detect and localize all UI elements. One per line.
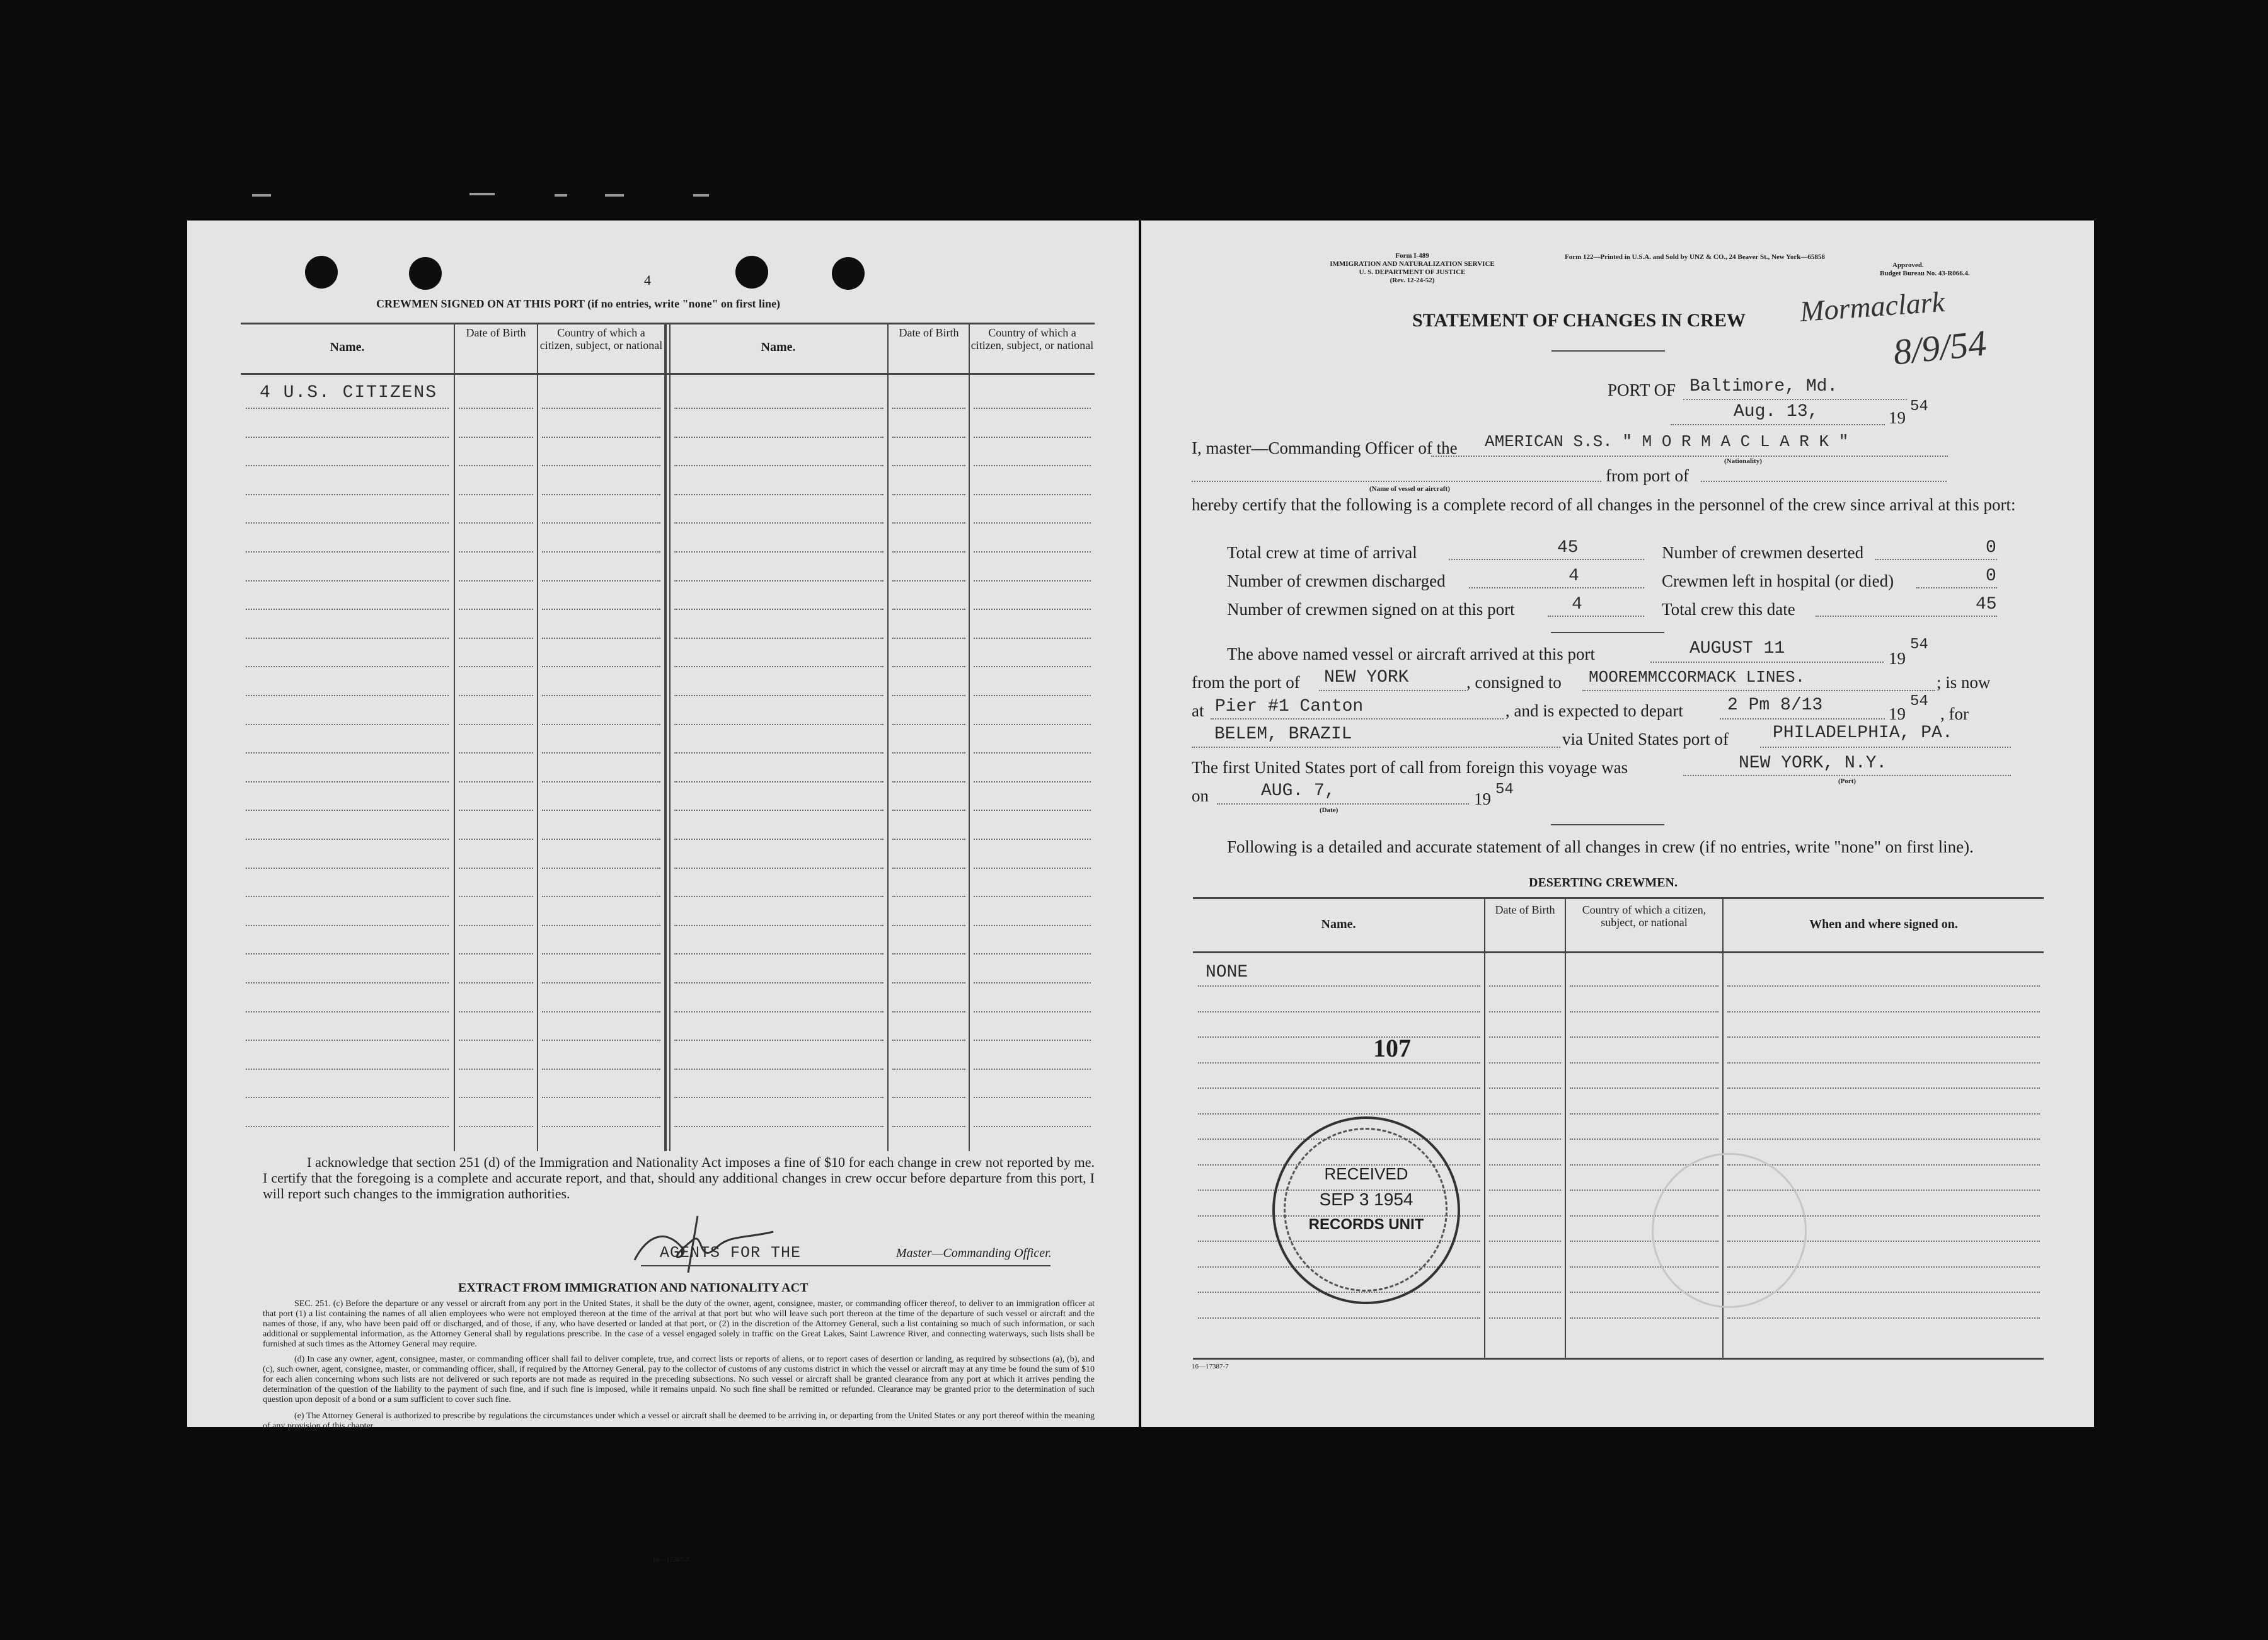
- table-rule-line: [892, 896, 965, 897]
- table-rule-line: [1489, 1241, 1561, 1242]
- table-rule-line: [542, 408, 660, 409]
- table-rule-line: [974, 896, 1091, 897]
- table-rule-line: [246, 408, 449, 409]
- scan-artifact: [555, 194, 567, 197]
- table-rule-line: [246, 781, 449, 783]
- table-rule-line: [246, 982, 449, 983]
- vessel-name-label: (Name of vessel or aircraft): [1369, 485, 1450, 493]
- table-rule-line: [892, 465, 965, 466]
- table-rule-line: [892, 839, 965, 840]
- table-rule-line: [974, 437, 1091, 438]
- arrived-label: The above named vessel or aircraft arrived at this port: [1227, 645, 1596, 663]
- left-page: [187, 221, 1139, 1564]
- column-header-country-2: Country of which a citizen, subject, or national: [970, 326, 1094, 352]
- table-rule-line: [1489, 1266, 1561, 1268]
- agency-name: IMMIGRATION AND NATURALIZATION SERVICE: [1330, 260, 1495, 268]
- table-rule-line: [974, 781, 1091, 783]
- department-name: U. S. DEPARTMENT OF JUSTICE: [1359, 268, 1466, 276]
- table-rule-line: [459, 724, 533, 725]
- table-rule-line: [1570, 985, 1718, 987]
- table-rule-line: [542, 953, 660, 955]
- table-rule-line: [974, 695, 1091, 696]
- table-rule-line: [459, 1069, 533, 1070]
- table-rule-line: [974, 1126, 1091, 1127]
- table-rule-line: [674, 1126, 884, 1127]
- table-rule-line: [674, 1097, 884, 1098]
- table-rule-line: [674, 638, 884, 639]
- table-rule-line: [246, 1097, 449, 1098]
- table-rule-line: [674, 609, 884, 610]
- table-rule-line: [459, 666, 533, 667]
- table-rule-line: [674, 1011, 884, 1012]
- via-value: PHILADELPHIA, PA.: [1773, 723, 1953, 743]
- table-rule-line: [974, 868, 1091, 869]
- table-rule-line: [542, 666, 660, 667]
- binding-hole: [409, 257, 442, 290]
- first-port-label: The first United States port of call from foreign this voyage was: [1192, 758, 1628, 777]
- table-rule-line: [1198, 985, 1480, 987]
- table-rule-line: [459, 1097, 533, 1098]
- table-rule-line: [974, 982, 1091, 983]
- table-rule-line: [542, 609, 660, 610]
- table-rule-line: [974, 1069, 1091, 1070]
- table-rule-line: [1570, 1317, 1718, 1319]
- table-rule-line: [459, 494, 533, 495]
- binding-hole: [735, 256, 768, 289]
- at-value: Pier #1 Canton: [1215, 697, 1364, 716]
- table-rule-line: [459, 839, 533, 840]
- table-rule-line: [542, 1069, 660, 1070]
- table-rule-line: [1489, 1317, 1561, 1319]
- table-rule-line: [459, 953, 533, 955]
- column-header-date-of-birth-2: Date of Birth: [899, 326, 959, 339]
- table-rule-line: [246, 522, 449, 524]
- extract-title: EXTRACT FROM IMMIGRATION AND NATIONALITY ACT: [458, 1281, 809, 1295]
- table-rule-line: [542, 437, 660, 438]
- signature-typed: AGENTS FOR THE: [660, 1244, 802, 1262]
- scan-artifact: [693, 194, 709, 197]
- table-rule-line: [542, 580, 660, 582]
- table-rule-line: [974, 522, 1091, 524]
- table-rule-line: [674, 465, 884, 466]
- binding-hole: [832, 257, 865, 290]
- table-rule-line: [674, 896, 884, 897]
- table-rule-line: [459, 781, 533, 783]
- table-rule-line: [542, 752, 660, 754]
- table-rule-line: [542, 1126, 660, 1127]
- date-value: Aug. 13,: [1734, 402, 1819, 421]
- column-header-country: Country of which a citizen, subject, or national: [1582, 903, 1707, 929]
- table-rule-line: [674, 494, 884, 495]
- column-header-date-of-birth: Date of Birth: [1495, 903, 1555, 916]
- is-now-label: ; is now: [1937, 673, 1991, 692]
- table-rule-line: [1727, 1164, 2040, 1166]
- table-rule-line: [892, 580, 965, 582]
- column-header-date-of-birth: Date of Birth: [466, 326, 526, 339]
- table-rule-line: [974, 551, 1091, 553]
- table-rule-line: [1198, 1087, 1480, 1089]
- table-rule-line: [674, 781, 884, 783]
- column-header-name: Name.: [330, 340, 365, 354]
- first-port-value: NEW YORK, N.Y.: [1739, 754, 1887, 773]
- table-rule-line: [1489, 1036, 1561, 1038]
- table-rule-line: [246, 752, 449, 754]
- arrived-year-prefix: 19: [1889, 649, 1906, 668]
- on-year-prefix: 19: [1474, 789, 1491, 808]
- table-rule-line: [974, 1011, 1091, 1012]
- table-rule-line: [674, 666, 884, 667]
- table-rule-line: [974, 752, 1091, 754]
- total-date-value: 45: [1976, 595, 1997, 614]
- table-rule-line: [674, 1069, 884, 1070]
- table-rule-line: [974, 925, 1091, 926]
- deserted-value: 0: [1986, 538, 1996, 558]
- table-rule-line: [246, 437, 449, 438]
- handwritten-date: 8/9/54: [1891, 322, 1989, 373]
- table-rule-line: [1570, 1062, 1718, 1064]
- table-rule-line: [892, 522, 965, 524]
- from-the-port-label: from the port of: [1192, 673, 1300, 692]
- table-rule-line: [1198, 1011, 1480, 1012]
- table-rule-line: [459, 437, 533, 438]
- table-rule-line: [246, 695, 449, 696]
- following-text: Following is a detailed and accurate statement of all changes in crew (if no entries, write "none" on first line).: [1227, 837, 1974, 856]
- table-rule-line: [892, 1069, 965, 1070]
- column-header-name-2: Name.: [761, 340, 796, 354]
- scan-artifact: [469, 193, 495, 195]
- on-year: 54: [1495, 781, 1514, 798]
- table-rule-line: [892, 925, 965, 926]
- table-rule-line: [892, 810, 965, 811]
- form-revision: (Rev. 12-24-52): [1390, 277, 1435, 284]
- table-rule-line: [246, 580, 449, 582]
- table-rule-line: [542, 465, 660, 466]
- table-rule-line: [1570, 1113, 1718, 1115]
- arrived-value: AUGUST 11: [1689, 639, 1785, 658]
- discharged-label: Number of crewmen discharged: [1227, 571, 1446, 590]
- table-rule-line: [892, 752, 965, 754]
- table-rule-line: [459, 1040, 533, 1041]
- table-rule-line: [674, 953, 884, 955]
- table-rule-line: [459, 925, 533, 926]
- table-rule-line: [542, 695, 660, 696]
- table-rule-line: [246, 1069, 449, 1070]
- year-value: 54: [1910, 398, 1928, 415]
- table-rule-line: [674, 551, 884, 553]
- table-rule-line: [974, 724, 1091, 725]
- depart-label: , and is expected to depart: [1505, 701, 1683, 720]
- table-rule-line: [459, 522, 533, 524]
- table-rule-line: [542, 522, 660, 524]
- table-rule-line: [1727, 1317, 2040, 1319]
- table-rule-line: [459, 1011, 533, 1012]
- table-rule-line: [892, 724, 965, 725]
- depart-value: 2 Pm 8/13: [1727, 696, 1823, 715]
- table-rule-line: [542, 839, 660, 840]
- for-label: , for: [1940, 704, 1969, 723]
- faded-stamp: [1652, 1153, 1807, 1308]
- discharged-value: 4: [1569, 566, 1579, 586]
- table-rule-line: [246, 953, 449, 955]
- table-rule-line: [892, 1011, 965, 1012]
- table-rule-line: [974, 638, 1091, 639]
- table-rule-line: [892, 953, 965, 955]
- table-rule-line: [246, 1040, 449, 1041]
- from-port-label: from port of: [1606, 466, 1689, 485]
- table-rule-line: [459, 695, 533, 696]
- table-rule-line: [892, 781, 965, 783]
- stamp-unit-text: RECORDS UNIT: [1308, 1216, 1424, 1233]
- scan-artifact: [252, 194, 271, 197]
- table-rule-line: [1489, 1062, 1561, 1064]
- crewmen-signed-on-table: [241, 323, 1095, 1151]
- table-rule-line: [542, 638, 660, 639]
- table-row-first-entry: NONE: [1206, 963, 1248, 982]
- table-rule-line: [542, 1040, 660, 1041]
- section-251-d: (d) In case any owner, agent, consignee, master, or commanding officer shall fail to deliver complete, true, and correct lists or reports of aliens, or to report cases of desertion or landing, as required by subsections (a), (b), and (c), such owner, agent, consignee, master, or commanding officer, shall, if required by the Attorney General, pay to the collector of customs of any customs district in which the vessel or aircraft may at any time be found the sum of $10 for each alien concerning whom such lists are not delivered or such reports are not made as required in the preceding subsections. No such vessel or aircraft shall be granted clearance from any port at which it arrives pending the determination of the question of the liability to the payment of such fine, and if such fine is imposed, while it remains unpaid. No such fine shall be remitted or refunded. Clearance may be granted prior to the determination of such question upon deposit of a bond or a sum sufficient to cover such fine.: [263, 1355, 1095, 1404]
- table-rule-line: [459, 551, 533, 553]
- table-rule-line: [459, 580, 533, 582]
- table-rule-line: [892, 408, 965, 409]
- nationality-label: (Nationality): [1724, 457, 1762, 465]
- year-prefix: 19: [1889, 408, 1906, 427]
- date-sub-label: (Date): [1320, 806, 1338, 814]
- stamp-received-text: RECEIVED: [1324, 1164, 1408, 1183]
- table-rule-line: [459, 896, 533, 897]
- table-rule-line: [1198, 1113, 1480, 1115]
- table-rule-line: [674, 580, 884, 582]
- handwritten-vessel-name: Mormaclark: [1799, 285, 1946, 328]
- table-rule-line: [459, 982, 533, 983]
- section-251-c: SEC. 251. (c) Before the departure or any vessel or aircraft from any port in the United States, it shall be the duty of the owner, agent, consignee, master, or commanding officer thereof, to deliver to an immigration officer at that port (1) a list containing the names of all alien employees who were not employed thereon at the time of the arrival at that port but who will leave such port thereon at the time of the departure of such vessel or aircraft and the names of those, if any, who have been paid off or discharged, and of those, if any, who have deserted or landed at that port, or (2) in the discretion of the Attorney General, such a list containing so much of such information, or such additional or supplemental information, as the Attorney General shall by regulations prescribe. In the case of a vessel engaged solely in traffic on the Great Lakes, Saint Lawrence River, and connecting waterways, such lists shall be furnished at such times as the Attorney General may require.: [263, 1299, 1095, 1349]
- master-line-label: I, master—Commanding Officer of the: [1192, 439, 1458, 457]
- table-rule-line: [1198, 1062, 1480, 1064]
- table-rule-line: [892, 494, 965, 495]
- printer-line: Form 122—Printed in U.S.A. and Sold by UNZ & CO., 24 Beaver St., New York—65858: [1565, 253, 1825, 261]
- table-rule-line: [1727, 1062, 2040, 1064]
- table-rule-line: [246, 1126, 449, 1127]
- table-rule-line: [1727, 1113, 2040, 1115]
- hospital-value: 0: [1986, 566, 1996, 586]
- table-rule-line: [1727, 985, 2040, 987]
- master-label: Master—Commanding Officer.: [896, 1246, 1052, 1260]
- depart-year-prefix: 19: [1889, 704, 1906, 723]
- binding-hole: [305, 256, 338, 289]
- table-rule-line: [542, 1011, 660, 1012]
- on-value: AUG. 7,: [1261, 781, 1335, 801]
- table-rule-line: [459, 638, 533, 639]
- table-rule-line: [1727, 1138, 2040, 1140]
- print-code: 16—17387-7: [652, 1556, 689, 1564]
- table-rule-line: [542, 494, 660, 495]
- table-rule-line: [974, 494, 1091, 495]
- table-rule-line: [246, 868, 449, 869]
- table-rule-line: [1489, 1292, 1561, 1293]
- arrived-year: 54: [1910, 636, 1928, 653]
- table-rule-line: [542, 810, 660, 811]
- table-rule-line: [542, 896, 660, 897]
- table-rule-line: [674, 1040, 884, 1041]
- crewmen-signed-on-title: CREWMEN SIGNED ON AT THIS PORT (if no entries, write "none" on first line): [376, 297, 781, 310]
- table-rule-line: [892, 1097, 965, 1098]
- table-rule-line: [246, 551, 449, 553]
- table-rule-line: [1489, 1011, 1561, 1012]
- table-rule-line: [974, 1040, 1091, 1041]
- table-rule-line: [974, 408, 1091, 409]
- table-rule-line: [542, 925, 660, 926]
- section-251-e: (e) The Attorney General is authorized to prescribe by regulations the circumstances under which a vessel or aircraft shall be deemed to be arriving in, or departing from the United States or any port thereof within the meaning of any provision of this chapter.: [263, 1411, 1095, 1431]
- table-rule-line: [974, 953, 1091, 955]
- table-rule-line: [674, 810, 884, 811]
- table-rule-line: [1727, 1011, 2040, 1012]
- table-rule-line: [892, 982, 965, 983]
- total-crew-value: 45: [1557, 538, 1579, 558]
- certify-text: hereby certify that the following is a complete record of all changes in the personnel of the crew since arrival at this port:: [1192, 495, 2016, 514]
- table-rule-line: [459, 1126, 533, 1127]
- total-crew-label: Total crew at time of arrival: [1227, 543, 1417, 562]
- approved-line: Approved.: [1892, 261, 1924, 269]
- table-rule-line: [892, 666, 965, 667]
- print-code: 16—17387-7: [1192, 1363, 1229, 1370]
- table-rule-line: [246, 896, 449, 897]
- table-rule-line: [1570, 1087, 1718, 1089]
- table-rule-line: [892, 1040, 965, 1041]
- deserted-label: Number of crewmen deserted: [1662, 543, 1864, 562]
- hospital-label: Crewmen left in hospital (or died): [1662, 571, 1894, 590]
- table-rule-line: [1727, 1036, 2040, 1038]
- table-rule-line: [459, 609, 533, 610]
- table-rule-line: [1198, 1317, 1480, 1319]
- table-rule-line: [459, 752, 533, 754]
- table-rule-line: [246, 609, 449, 610]
- at-label: at: [1192, 701, 1204, 720]
- stamp-number: 107: [1373, 1034, 1411, 1062]
- table-rule-line: [892, 437, 965, 438]
- signed-on-value: 4: [1572, 595, 1582, 614]
- from-the-port-value: NEW YORK: [1324, 668, 1409, 687]
- form-title: STATEMENT OF CHANGES IN CREW: [1412, 310, 1746, 331]
- table-rule-line: [1570, 1138, 1718, 1140]
- stamp-date-text: SEP 3 1954: [1319, 1190, 1413, 1209]
- table-rule-line: [674, 695, 884, 696]
- table-rule-line: [974, 465, 1091, 466]
- table-rule-line: [1570, 1036, 1718, 1038]
- table-rule-line: [974, 839, 1091, 840]
- form-number: Form I-489: [1395, 252, 1429, 260]
- port-sub-label: (Port): [1838, 777, 1856, 785]
- table-rule-line: [892, 1126, 965, 1127]
- column-header-name: Name.: [1321, 917, 1356, 931]
- table-rule-line: [246, 666, 449, 667]
- table-rule-line: [974, 1097, 1091, 1098]
- table-rule-line: [1489, 1138, 1561, 1140]
- table-rule-line: [246, 465, 449, 466]
- table-rule-line: [674, 522, 884, 524]
- table-rule-line: [246, 925, 449, 926]
- table-rule-line: [542, 724, 660, 725]
- table-rule-line: [974, 810, 1091, 811]
- table-rule-line: [674, 868, 884, 869]
- table-rule-line: [246, 1011, 449, 1012]
- table-rule-line: [542, 868, 660, 869]
- depart-year: 54: [1910, 693, 1928, 710]
- table-rule-line: [1489, 1087, 1561, 1089]
- vessel-value: AMERICAN S.S. " M O R M A C L A R K ": [1485, 432, 1849, 451]
- on-label: on: [1192, 786, 1209, 805]
- acknowledgment-text: I acknowledge that section 251 (d) of the Immigration and Nationality Act imposes a fine of $10 for each change in crew not reported by me. I certify that the foregoing is a complete and accurate report, and that, should any additional changes in crew occur before departure from this port, I will report such changes to the immigration authorities.: [263, 1154, 1095, 1201]
- table-rule-line: [974, 609, 1091, 610]
- table-rule-line: [974, 666, 1091, 667]
- right-page: [1141, 221, 2094, 1427]
- table-rule-line: [246, 638, 449, 639]
- table-rule-line: [892, 638, 965, 639]
- table-rule-line: [459, 465, 533, 466]
- table-rule-line: [674, 752, 884, 754]
- table-rule-line: [542, 551, 660, 553]
- column-header-country: Country of which a citizen, subject, or national: [539, 326, 663, 352]
- table-rule-line: [1489, 1215, 1561, 1217]
- table-rule-line: [892, 695, 965, 696]
- received-stamp: [1272, 1116, 1460, 1304]
- consigned-value: MOOREMMCCORMACK LINES.: [1589, 668, 1805, 687]
- page-number: 4: [644, 272, 651, 288]
- port-value: Baltimore, Md.: [1689, 377, 1838, 396]
- table-rule-line: [1727, 1087, 2040, 1089]
- table-rule-line: [674, 408, 884, 409]
- table-rule-line: [1489, 1164, 1561, 1166]
- table-rule-line: [1489, 1113, 1561, 1115]
- signed-on-label: Number of crewmen signed on at this port: [1227, 600, 1515, 619]
- table-rule-line: [974, 580, 1091, 582]
- table-rule-line: [674, 437, 884, 438]
- table-rule-line: [1198, 1036, 1480, 1038]
- table-rule-line: [892, 551, 965, 553]
- table-rule-line: [1489, 1190, 1561, 1191]
- budget-bureau-line: Budget Bureau No. 43-R066.4.: [1880, 270, 1970, 277]
- port-label: PORT OF: [1608, 381, 1676, 399]
- deserting-title: DESERTING CREWMEN.: [1529, 876, 1678, 890]
- table-rule-line: [674, 925, 884, 926]
- table-rule-line: [542, 1097, 660, 1098]
- column-header-when-where: When and where signed on.: [1809, 917, 1958, 931]
- table-rule-line: [246, 724, 449, 725]
- consigned-label: , consigned to: [1466, 673, 1562, 692]
- table-row-first-entry: 4 U.S. CITIZENS: [260, 383, 438, 403]
- table-rule-line: [542, 781, 660, 783]
- table-rule-line: [459, 810, 533, 811]
- table-rule-line: [674, 982, 884, 983]
- via-label: via United States port of: [1562, 730, 1729, 748]
- table-rule-line: [1570, 1011, 1718, 1012]
- total-date-label: Total crew this date: [1662, 600, 1795, 619]
- scan-artifact: [605, 194, 624, 197]
- for-value: BELEM, BRAZIL: [1214, 725, 1352, 744]
- table-rule-line: [674, 839, 884, 840]
- table-rule-line: [459, 408, 533, 409]
- table-rule-line: [674, 724, 884, 725]
- table-rule-line: [1489, 985, 1561, 987]
- table-rule-line: [892, 609, 965, 610]
- table-rule-line: [542, 982, 660, 983]
- table-rule-line: [892, 868, 965, 869]
- table-rule-line: [459, 868, 533, 869]
- table-rule-line: [246, 810, 449, 811]
- table-rule-line: [246, 494, 449, 495]
- table-rule-line: [246, 839, 449, 840]
